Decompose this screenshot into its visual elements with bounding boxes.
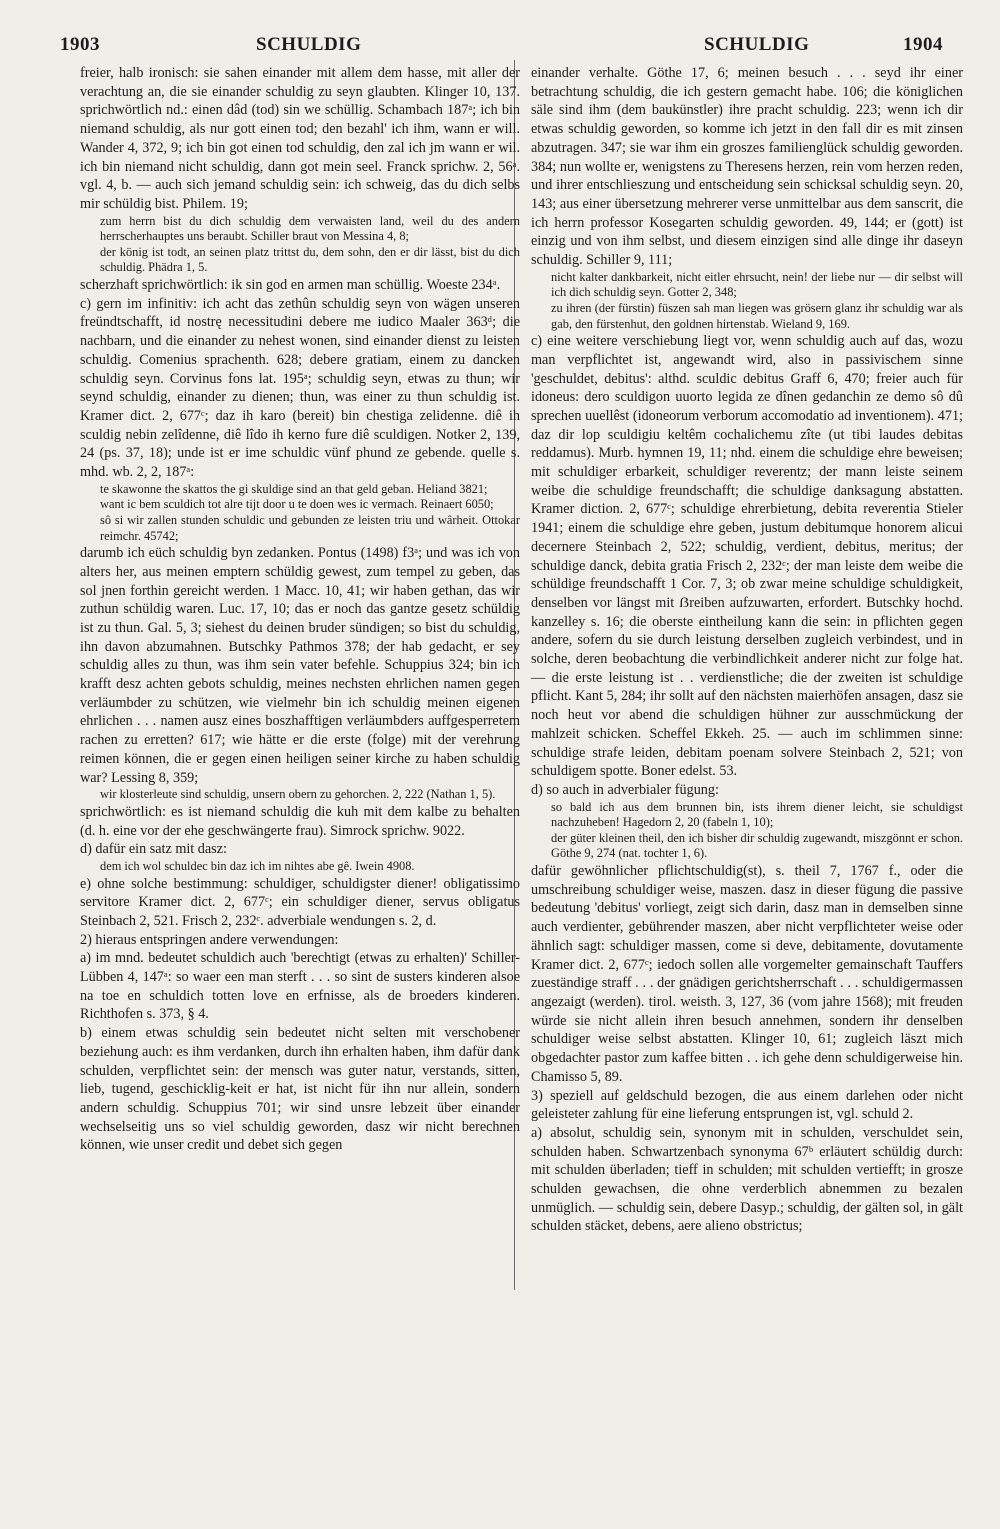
paragraph: c) eine weitere verschiebung liegt vor, wenn schuldig auch auf das, wozu man verpflichtet ist, angewandt wird, also in passivischem sinne 'geschuldet, debitus': althd. sculdic debitus Graff 6, 470; freier auch für idoneus: dero sculdigon uuorto legida ze dînen gedanchin ze demo sô dû sprechen uuellêst (idoneorum verborum accomodatio ad inventionem). 471; daz dir lop sculdigiu keltêm cochalichemu zîte (ut tibi laudes debitas reddamus). Murb. hymnen 19, 11; nhd. einem die schuldige ehre beweisen; mit schuldiger erbarkeit, schuldiger reverentz; der mann leiste seinem weibe die schuldige freundschafft; die schuldige danksagung abstatten. Kramer diction. 2, 677ᶜ; schuldige ehrerbietung, debita reverentia Stieler 1941; einem die schuldige ehre geben, justum debitumque honorem alicui decernere Steinbach 2, 522; schuldig, verdient, debitus, meritus; der schuldige danck, debita gratia Frisch 2, 232ᶜ; der man leiste dem weibe die schüldige freundschafft 1 Cor. 7, 3; ob zwar meine schuldige schuldigkeit, denselben vor längst mit ẞreiben aufzuwarten, erfordert. Butschky hochd. kanzelley s. 16; die oberste eintheilung kann die sein: in pflichten gegen andere, sofern du sie durch leistung derselben zugleich verbindest, und in solche, deren beobachtung die verbindlichkeit anderer nicht zur folge hat. — die erste leistung ist . . verdienstliche; die der zweiten ist schuldige pflicht. Kant 5, 284; ihr sollt auf den nächsten maierhöfen ansagen, dasz sie noch heut vor abend die schuldigen hühner zur ausschmückung der mahlzeit schicken. Scheffel Ekkeh. 25. — auch im schlimmen sinne: schuldige strafe leiden, debitam poenam solvere Steinbach 2, 521; von schuldigem spotte. Boner edelst. 53. [531, 333, 963, 780]
verse-quote: zu ihren (der fürstin) füszen sah man liegen was grösern glanz ihr schuldig war als gab, den fürstenhut, den goldnen hirtenstab. Wieland 9, 169. [551, 300, 963, 331]
verse-quote: der güter kleinen theil, den ich bisher dir schuldig zugewandt, miszgönnt er schon. Göthe 9, 274 (nat. tochter 1, 6). [551, 830, 963, 861]
right-headword: SCHULDIG [704, 34, 810, 55]
verse-quote: te skawonne the skattos the gi skuldige sind an that geld geban. Heliand 3821; [100, 481, 488, 496]
paragraph: e) ohne solche bestimmung: schuldiger, schuldigster diener! obligatissimo servitore Kramer dict. 2, 677ᶜ; ein schuldiger diener, servus obligatus Steinbach 2, 521. Frisch 2, 232ᶜ. adverbiale wendungen s. 2, d. [80, 875, 520, 929]
paragraph: c) gern im infinitiv: ich acht das zethûn schuldig seyn von wägen unseren freündtschafft, id nostrę necessitudini debere me iudico Maaler 363ᵈ; die nachbarn, und die einander zu nehest wonen, sind einander dienst zu leisten schuldig. Comenius sprachenth. 628; debere gratiam, einem zu dancken schuldig seyn. Corvinus fons lat. 195ᵃ; schuldig seyn, etwas zu thun; wir seynd schuldig, einander zu dienen; thun, was einer zu thun schuldig ist. Kramer dict. 2, 677ᶜ; daz ih karo (bereit) bin chestiga zelidenne. diê ih sculdig nebin zelîdenne, diê lîdo ih kerno fure diê sculdigen. Notker 2, 139, 24 (ps. 37, 18); unde ist er ime schuldic vünf phund ze gebende. quelle s. mhd. wb. 2, 2, 187ᵃ: [80, 295, 520, 481]
verse-quote: sô si wir zallen stunden schuldic und gebunden ze leisten triu und wârheit. Ottokar reimchr. 45742; [100, 512, 520, 543]
paragraph: a) absolut, schuldig sein, synonym mit in schulden, verschuldet sein, schulden haben. Schwartzenbach synonyma 67ᵇ erläutert schüldig durch: mit schulden überladen; tieff in schulden; mit schulden vertiefft; in grosze schulden gewachsen, die ohne verderblich abnemmen zu bezalen unmüglich. — schuldig sein, debere Dasyp.; schuldig, der gälten sol, in gält schulden stäcket, debens, aere alieno obstrictus; [531, 1124, 963, 1235]
verse-quote: nicht kalter dankbarkeit, nicht eitler ehrsucht, nein! der liebe nur — dir selbst will ich dich schuldig seyn. Gotter 2, 348; [551, 269, 963, 300]
verse-quote: wir klosterleute sind schuldig, unsern obern zu gehorchen. 2, 222 (Nathan 1, 5). [100, 787, 496, 802]
left-headword: SCHULDIG [256, 34, 362, 55]
left-page-number: 1903 [60, 34, 100, 55]
verse-quote: so bald ich aus dem brunnen bin, ists ihrem diener leicht, sie schuldigst nachzuheben! Hagedorn 2, 20 (fabeln 1, 10); [551, 799, 963, 830]
paragraph: sprichwörtlich: es ist niemand schuldig die kuh mit dem kalbe zu behalten (d. h. eine vor der ehe geschwängerte frau). Simrock sprichw. 9022. [80, 803, 520, 839]
paragraph: einander verhalte. Göthe 17, 6; meinen besuch . . . seyd ihr einer betrachtung schuldig, die ich gestern gemacht habe. 106; die königlichen säle sind ihm (dem baukünstler) ihre pracht schuldig. 223; wenn ich dir etwas schuldig geworden, so komme ich jetzt in den fall dir es mit zinsen abzutragen. 347; sie war ihm ein groszes familienglück schuldig geworden. 384; nun wollte er, wenigstens zu Theresens herzen, rein vom herzen reden, und ihrer entschlieszung und entscheidung sein schicksal schuldig seyn. 20, 143; aus einer übersetzung mehrerer verse unmittelbar aus dem sanscrit, die ich herrn professor Kosegarten schuldig geworden. 49, 144; er (gott) ist einzig und von ihm selbst, und diesem einzigen sind alle dinge ihr daseyn schuldig. Schiller 9, 111; [531, 65, 963, 269]
paragraph: 3) speziell auf geldschuld bezogen, die aus einem darlehen oder nicht geleisteter zahlung für eine lieferung entsprungen ist, vgl. schuld 2. [531, 1087, 963, 1123]
paragraph: scherzhaft sprichwörtlich: ik sin god en armen man schüllig. Woeste 234ᵃ. [80, 277, 501, 293]
verse-quote: der könig ist todt, an seinen platz trittst du, dem sohn, den er dir lässt, bist du dich schuldig. Phädra 1, 5. [100, 244, 520, 275]
right-column [531, 64, 963, 1236]
paragraph: b) einem etwas schuldig sein bedeutet nicht selten mit verschobener beziehung auch: es ihm verdanken, durch ihn erhalten haben, ihm dafür dank schulden, verpflichtet sein: der mensch was guter natur, verstands, sitten, lieb, tugend, geschicklig-keit er hat, ist nicht für ihn nur allein, sondern andern schuldig. Schuppius 701; wir sind unsre lebzeit über einander wechselseitig uns so viel schuldig geworden, dasz wir nicht berechnen können, wie unser credit und debet sich gegen [80, 1025, 520, 1154]
paragraph: freier, halb ironisch: sie sahen einander mit allem dem hasse, mit aller der verachtung an, die sie einander schuldig zu seyn glaubten. Klinger 10, 137. sprichwörtlich nd.: einen dâd (tod) sin we schüllig. Schambach 187ᵃ; ich bin niemand schuldig, als nur gott einen tod; den bezahl' ich ihm, wann er will. Wander 4, 372, 9; ich bin got einen tod schuldig, den zal ich jm wann er wil. ich bin niemand nicht schuldig, dann got mein seel. Franck sprichw. 2, 56ᵃ. vgl. 4, b. — auch sich jemand schuldig sein: ich schweig, das du dich selbs mir schüldig bist. Philem. 19; [80, 65, 520, 212]
left-column [80, 64, 520, 1155]
section-heading: d) dafür ein satz mit dasz: [80, 841, 227, 858]
verse-quote: zum herrn bist du dich schuldig dem verwaisten land, weil du des andern herrscherhauptes uns beraubt. Schiller braut von Messina 4, 8; [100, 213, 520, 244]
paragraph: a) im mnd. bedeutet schuldich auch 'berechtigt (etwas zu erhalten)' Schiller-Lübben 4, 147ᵃ: so waer een man sterft . . . so sint de susters kinderen alsoe na toe en schuldich totten love en erfnisse, als de broeders kinderen. Richthofen s. 373, § 4. [80, 950, 520, 1023]
section-heading: 2) hieraus entspringen andere verwendungen: [80, 931, 339, 948]
section-heading: d) so auch in adverbialer fügung: [531, 781, 719, 798]
paragraph: dafür gewöhnlicher pflichtschuldig(st), s. theil 7, 1767 f., oder die umschreibung schuldiger weise, maszen. dasz in dieser fügung die passive bedeutung 'debitus' vorliegt, zeigt sich darin, dasz man in demselben sinne auch verdienter, gebührender maszen, aber nicht verpflichteter weise oder ähnlich sagt: schuldiger massen, come si deve, debitamente, dovutamente Kramer dict. 2, 677ᶜ; iedoch sollen alle vorgemelter gemainschaft Tauffers zueständige straff . . . der gnädigen gerichtsherrschaft . . . schuldigermassen angezaigt (werden). tirol. weisth. 3, 127, 36 (vom jahre 1568); mit freuden würde sie nicht allein ihren besuch annehmen, sondern ihr denselben schuldiger weise selbst abstatten. Klinger 10, 61; zugleich läszt mich obgedachter pastor zum kaffee bitten . . ich gehe denn schuldigerweise hin. Chamisso 5, 89. [531, 863, 963, 1085]
verse-quote: dem ich wol schuldec bin daz ich im nihtes abe gê. Iwein 4908. [100, 858, 415, 873]
paragraph: darumb ich eüch schuldig byn zedanken. Pontus (1498) f3ᵃ; und was ich von alters her, aus meinen emptern schüldig gewest, zum tempel zu geben, das sol jnen forthin gereicht werden. 1 Macc. 10, 41; wir haben gethan, das wir zuthun schüldig waren. Luc. 17, 10; das er noch das gantze gesetz schüldig ist zu thun. Gal. 5, 3; siehest du deinen bruder sündigen; so bist du schuldig, ihn davon abzumahnen. Butschky Pathmos 378; der hab gedacht, er sey schuldig alles zu thun, was ihm sein vater befehle. Schuppius 324; bin ich krafft desz achten gebots schuldig, meines nechsten ehrlichen namen gegen verläumbder zu schützen, wie vielmehr bin ich schuldig meinen eigenen ehrlichen . . . namen ausz eines boszhafftigen verläumbders auffgesperretem rachen zu erretten? 617; wie hätte er die erste (folge) mit der verehrung reimen können, die er gegen einen heiligen seiner kirche zu haben schuldig war? Lessing 8, 359; [80, 545, 520, 786]
verse-quote: want ic bem sculdich tot alre tijt door u te doen wes ic vermach. Reinaert 6050; [100, 497, 494, 512]
right-page-number: 1904 [903, 34, 943, 55]
